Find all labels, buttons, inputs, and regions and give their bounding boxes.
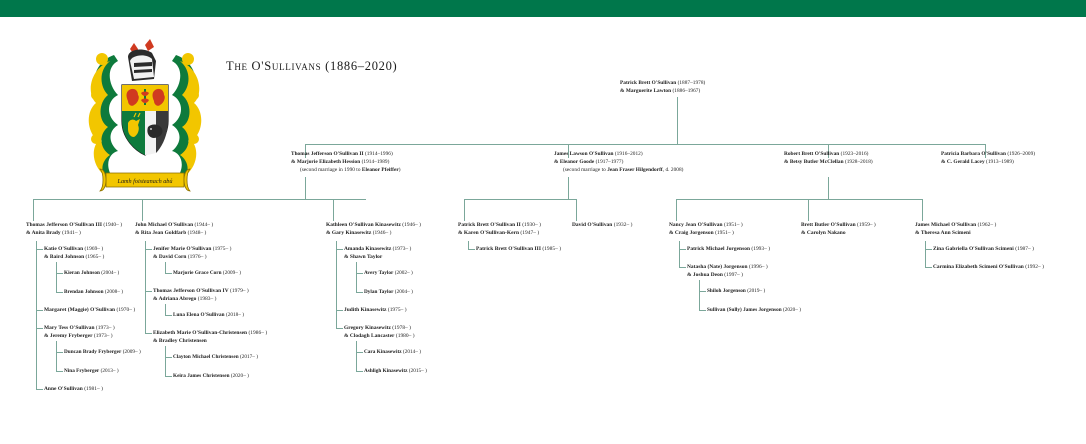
grandchild-shiloh-jorgenson-years: (2019– ) [747,288,766,294]
node-grandchild-kieran-johnson [64,269,119,277]
grandchild-keira-james-christensen-years: (2020– ) [230,373,249,379]
coat-of-arms-svg [84,35,206,200]
connector-james-bus [464,199,576,200]
node-child-patrick-brett-o-sullivan-iii [476,245,561,253]
node-child-judith-kinasewitz [344,306,407,314]
family-david-o-sullivan-head-years: (1932– ) [613,222,633,228]
child-katie-o-sullivan-spouse: & Baird Johnson [44,254,85,261]
child-katie-o-sullivan-spouse-years: (1965– ) [85,254,105,261]
node-grandchild-brendan-johnson [64,288,123,296]
node-family-head-james-michael-o-sullivan [915,221,996,237]
child-amanda-kinasewitz-years: (1973– ) [392,246,412,252]
gen2-1-note [554,166,683,174]
root-spouse: & Marguerite Lawton [620,88,672,95]
connector-grandchild-tick-marjorie-grace-corn [165,273,172,274]
child-katie-o-sullivan-years: (1969– ) [84,246,104,252]
root-name: Patrick Brett O'Sullivan [620,80,677,86]
connector-robert-drop-3 [922,199,923,221]
family-john-michael-o-sullivan-head-name: John Michael O'Sullivan [135,222,194,228]
node-grandchild-nina-fryberger [64,367,119,375]
grandchild-ashligh-kinasewitz-years: (2015– ) [408,368,427,374]
connector-child-tick-patrick-brett-o-sullivan-iii [468,249,475,250]
grandchild-ashligh-kinasewitz-name: Ashligh Kinasewitz [364,368,408,374]
child-katie-o-sullivan-name: Katie O'Sullivan [44,246,84,252]
connector-robert-drop-1 [676,199,677,221]
child-patrick-michael-jorgenson-name: Patrick Michael Jorgenson [687,246,750,252]
child-natasha-nate-jorgenson-spouse: & Joshua Deon [687,272,723,279]
gen2-1-note-bold: Jean Fraser Hilgendorff [607,167,663,174]
gen2-2-years: (1923–2016) [840,151,869,157]
node-child-elizabeth-marie-o-sullivan-christensen [153,329,267,345]
node-gen2-robert-brett-osullivan [784,150,873,166]
grandchild-luna-elena-o-sullivan-name: Luna Elena O'Sullivan [173,312,225,318]
connector-grandchild-tick-kieran-johnson [56,273,63,274]
node-child-jenifer-marie-o-sullivan [153,245,232,261]
root-years: (1887–1978) [677,80,706,86]
gen2-0-note-prefix: (second marriage in 1990 to [300,167,362,174]
connector-james-drop-2 [576,199,577,221]
child-patrick-brett-o-sullivan-iii-years: (1985– ) [542,246,562,252]
node-child-margaret-maggie-o-sullivan [44,306,135,314]
family-patrick-brett-o-sullivan-ii-head-name: Patrick Brett O'Sullivan II [458,222,521,228]
child-carmina-elizabeth-scimeni-o-sullivan-name: Carmina Elizabeth Scimeni O'Sullivan [933,264,1024,270]
child-elizabeth-marie-o-sullivan-christensen-spouse: & Bradley Christensen [153,338,207,345]
family-patrick-brett-o-sullivan-ii-spouse-name: & Karen O'Sullivan-Kern [458,230,520,237]
node-child-patrick-michael-jorgenson [687,245,770,253]
motto-text: Lamh foisteanach abú [117,178,173,185]
connector-thomasII-drop-2 [142,199,143,221]
connector-child-tick-patrick-michael-jorgenson [679,249,686,250]
family-thomas-jefferson-o-sullivan-iii-spouse-name: & Anita Brady [26,230,61,237]
grandchild-duncan-brady-fryberger-years: (2009– ) [122,349,141,355]
child-jenifer-marie-o-sullivan-name: Jenifer Marie O'Sullivan [153,246,212,252]
node-child-amanda-kinasewitz [344,245,411,261]
family-kathleen-o-sullivan-kinasewitz-spouse-name: & Gary Kinasewitz [326,230,372,237]
gen2-3-name: Patricia Barbara O'Sullivan [941,151,1006,157]
connector-child-tick-jenifer-marie-o-sullivan [145,249,152,250]
child-margaret-maggie-o-sullivan-years: (1970– ) [116,307,136,313]
connector-grandchild-tick-nina-fryberger [56,371,63,372]
family-brett-butler-o-sullivan-spouse-name: & Carolyn Nakano [801,230,846,237]
node-child-mary-tess-o-sullivan [44,324,115,340]
connector-robert-stem [828,177,829,199]
child-mary-tess-o-sullivan-spouse-years: (1973– ) [93,333,113,340]
child-thomas-jefferson-o-sullivan-iv-spouse: & Adriana Abrego [153,296,197,303]
connector-robert-drop-2 [808,199,809,221]
node-child-thomas-jefferson-o-sullivan-iv [153,287,249,303]
grandchild-avery-taylor-years: (2002– ) [394,270,413,276]
gen2-0-name: Thomas Jefferson O'Sullivan II [291,151,364,157]
node-child-zina-gabriella-o-sullivan-scimeni [933,245,1034,253]
child-natasha-nate-jorgenson-years: (1996– ) [748,264,768,270]
family-james-michael-o-sullivan-head-name: James Michael O'Sullivan [915,222,977,228]
gen2-1-note-suffix: , d. 2008) [662,167,684,174]
grandchild-duncan-brady-fryberger-name: Duncan Brady Fryberger [64,349,122,355]
child-carmina-elizabeth-scimeni-o-sullivan-years: (1992– ) [1025,264,1044,270]
grandchild-avery-taylor-name: Avery Taylor [364,270,394,276]
child-gregory-kinasewitz-name: Gregory Kinasewitz [344,325,391,331]
node-grandchild-luna-elena-o-sullivan [173,311,244,319]
connector-child-tick-mary-tess-o-sullivan [36,328,43,329]
child-gregory-kinasewitz-spouse-years: (1980– ) [395,333,415,340]
connector-grandchild-rail-mary-tess-o-sullivan [56,341,57,371]
connector-child-rail-james-michael-o-sullivan [925,241,926,267]
family-patrick-brett-o-sullivan-ii-head-years: (1930– ) [522,222,541,228]
child-jenifer-marie-o-sullivan-years: (1975– ) [212,246,232,252]
family-crest [84,35,206,200]
family-tree-canvas [0,17,1086,444]
connector-child-tick-gregory-kinasewitz [336,328,343,329]
grandchild-sullivan-sully-james-jorgenson-name: Sullivan (Sully) James Jorgenson [707,307,782,313]
connector-james-stem [568,177,569,199]
family-john-michael-o-sullivan-spouse-name: & Rita Jean Goldfarb [135,230,187,237]
connector-thomasII-drop-1 [33,199,34,221]
connector-child-tick-amanda-kinasewitz [336,249,343,250]
root-spouse-years: (1886–1967) [672,88,701,95]
connector-grandchild-rail-natasha-nate-jorgenson [699,280,700,310]
connector-grandchild-tick-keira-james-christensen [165,376,172,377]
node-gen2-thomas-jefferson-osullivan-ii [291,150,401,175]
node-grandchild-dylan-taylor [364,288,413,296]
page-title: The O'Sullivans (1886–2020) [226,59,398,73]
child-mary-tess-o-sullivan-name: Mary Tess O'Sullivan [44,325,95,331]
gen2-1-note-prefix: (second marriage to [563,167,608,174]
child-natasha-nate-jorgenson-spouse-years: (1997– ) [724,272,744,279]
grandchild-shiloh-jorgenson-name: Shiloh Jorgenson [707,288,746,294]
node-family-head-kathleen-o-sullivan-kinasewitz [326,221,421,237]
grandchild-marjorie-grace-corn-years: (2009– ) [222,270,241,276]
connector-child-rail-john-michael-o-sullivan [145,241,146,333]
connector-grandchild-tick-duncan-brady-fryberger [56,352,63,353]
node-family-head-brett-butler-o-sullivan [801,221,876,237]
grandchild-kieran-johnson-name: Kieran Johnson [64,270,100,276]
gen2-2-name: Robert Brett O'Sullivan [784,151,840,157]
child-gregory-kinasewitz-spouse: & Clodagh Lancaster [344,333,395,340]
child-anne-o-sullivan-years: (1981– ) [84,386,103,392]
gen2-0-spouse: & Marjorie Elizabeth Hession [291,159,361,166]
child-margaret-maggie-o-sullivan-name: Margaret (Maggie) O'Sullivan [44,307,116,313]
gen2-1-years: (1916–2012) [614,151,643,157]
connector-grandchild-rail-amanda-kinasewitz [356,262,357,292]
child-zina-gabriella-o-sullivan-scimeni-years: (1987– ) [1015,246,1034,252]
header-bar [0,0,1086,17]
family-david-o-sullivan-head-name: David O'Sullivan [572,222,613,228]
family-james-michael-o-sullivan-spouse-name: & Theresa Ann Scimeni [915,230,971,237]
grandchild-clayton-michael-christensen-name: Clayton Michael Christensen [173,354,239,360]
gen2-0-note-bold: Eleanor Pfeiffer [361,167,399,174]
connector-gen2-bus [305,144,985,145]
connector-child-tick-zina-gabriella-o-sullivan-scimeni [925,249,932,250]
node-child-katie-o-sullivan [44,245,104,261]
connector-child-tick-katie-o-sullivan [36,249,43,250]
grandchild-sullivan-sully-james-jorgenson-years: (2020– ) [782,307,802,313]
child-judith-kinasewitz-years: (1975– ) [387,307,407,313]
child-thomas-jefferson-o-sullivan-iv-name: Thomas Jefferson O'Sullivan IV [153,288,229,294]
family-nancy-jean-o-sullivan-spouse-name: & Craig Jorgenson [669,230,714,237]
child-gregory-kinasewitz-years: (1978– ) [392,325,412,331]
grandchild-dylan-taylor-name: Dylan Taylor [364,289,394,295]
node-root [620,79,705,95]
family-john-michael-o-sullivan-head-years: (1944– ) [194,222,214,228]
connector-grandchild-tick-ashligh-kinasewitz [356,371,363,372]
connector-grandchild-rail-elizabeth-marie-o-sullivan-christensen [165,346,166,376]
node-grandchild-clayton-michael-christensen [173,353,258,361]
connector-grandchild-tick-brendan-johnson [56,292,63,293]
connector-child-rail-thomas-jefferson-o-sullivan-iii [36,241,37,389]
child-zina-gabriella-o-sullivan-scimeni-name: Zina Gabriella O'Sullivan Scimeni [933,246,1014,252]
node-child-natasha-nate-jorgenson [687,263,768,279]
grandchild-marjorie-grace-corn-name: Marjorie Grace Corn [173,270,222,276]
node-grandchild-duncan-brady-fryberger [64,348,141,356]
child-mary-tess-o-sullivan-spouse: & Jeremy Fryberger [44,333,93,340]
motto-scroll [100,169,190,191]
connector-james-drop-1 [464,199,465,221]
connector-grandchild-tick-avery-taylor [356,273,363,274]
family-kathleen-o-sullivan-kinasewitz-head-name: Kathleen O'Sullivan Kinasewitz [326,222,401,228]
connector-grandchild-tick-sullivan-sully-james-jorgenson [699,310,706,311]
node-grandchild-shiloh-jorgenson [707,287,765,295]
connector-thomasII-bus [33,199,366,200]
node-child-gregory-kinasewitz [344,324,415,340]
connector-grandchild-tick-clayton-michael-christensen [165,357,172,358]
grandchild-luna-elena-o-sullivan-years: (2018– ) [225,312,244,318]
family-nancy-jean-o-sullivan-spouse-years: (1951– ) [715,230,734,237]
grandchild-clayton-michael-christensen-years: (2017– ) [239,354,259,360]
gen2-3-spouse: & C. Gerald Lacey [941,159,985,166]
connector-child-tick-margaret-maggie-o-sullivan [36,310,43,311]
grandchild-cara-kinasewitz-years: (2014– ) [402,349,422,355]
connector-grandchild-tick-dylan-taylor [356,292,363,293]
node-grandchild-avery-taylor [364,269,413,277]
connector-child-tick-natasha-nate-jorgenson [679,267,686,268]
gen2-0-spouse-years: (1914–1989) [361,159,390,166]
node-gen2-patricia-barbara-osullivan [941,150,1035,166]
connector-grandchild-rail-gregory-kinasewitz [356,341,357,371]
child-mary-tess-o-sullivan-years: (1973– ) [95,325,115,331]
connector-robert-bus [676,199,922,200]
connector-grandchild-tick-luna-elena-o-sullivan [165,315,172,316]
grandchild-keira-james-christensen-name: Keira James Christensen [173,373,230,379]
family-nancy-jean-o-sullivan-head-name: Nancy Jean O'Sullivan [669,222,723,228]
node-family-head-john-michael-o-sullivan [135,221,213,237]
connector-thomasII-stem [305,177,306,199]
connector-thomasII-drop-3 [333,199,334,221]
node-family-head-patrick-brett-o-sullivan-ii [458,221,541,237]
grandchild-brendan-johnson-years: (2008– ) [104,289,123,295]
gen2-1-name: James Lawson O'Sullivan [554,151,614,157]
connector-child-tick-anne-o-sullivan [36,389,43,390]
child-natasha-nate-jorgenson-name: Natasha (Nate) Jorgenson [687,264,748,270]
grandchild-cara-kinasewitz-name: Cara Kinasewitz [364,349,402,355]
family-james-michael-o-sullivan-head-years: (1962– ) [977,222,997,228]
child-elizabeth-marie-o-sullivan-christensen-name: Elizabeth Marie O'Sullivan-Christensen [153,330,248,336]
child-amanda-kinasewitz-spouse: & Shawn Taylor [344,254,383,261]
connector-grandchild-tick-cara-kinasewitz [356,352,363,353]
node-grandchild-cara-kinasewitz [364,348,421,356]
family-nancy-jean-o-sullivan-head-years: (1951– ) [723,222,743,228]
child-jenifer-marie-o-sullivan-spouse: & David Corn [153,254,187,261]
connector-child-rail-kathleen-o-sullivan-kinasewitz [336,241,337,328]
family-kathleen-o-sullivan-kinasewitz-head-years: (1946– ) [402,222,422,228]
gen2-3-years: (1926–2009) [1007,151,1036,157]
child-anne-o-sullivan-name: Anne O'Sullivan [44,386,83,392]
node-grandchild-sullivan-sully-james-jorgenson [707,306,801,314]
gen2-0-note [291,166,401,174]
child-amanda-kinasewitz-name: Amanda Kinasewitz [344,246,392,252]
gen2-1-spouse-years: (1917–1977) [595,159,624,166]
connector-child-tick-judith-kinasewitz [336,310,343,311]
grandchild-dylan-taylor-years: (2004– ) [394,289,413,295]
gen2-0-note-suffix: ) [398,167,401,174]
grandchild-nina-fryberger-years: (2013– ) [100,368,119,374]
connector-grandchild-rail-thomas-jefferson-o-sullivan-iv [165,304,166,315]
family-thomas-jefferson-o-sullivan-iii-head-name: Thomas Jefferson O'Sullivan III [26,222,102,228]
gen2-2-spouse-years: (1928–2018) [844,159,873,166]
family-kathleen-o-sullivan-kinasewitz-spouse-years: (1946– ) [372,230,392,237]
family-john-michael-o-sullivan-spouse-years: (1948– ) [187,230,207,237]
gen2-2-spouse: & Betsy Butler McClellan [784,159,844,166]
gen2-0-years: (1914–1996) [364,151,393,157]
connector-child-rail-nancy-jean-o-sullivan [679,241,680,267]
node-grandchild-marjorie-grace-corn [173,269,241,277]
connector-child-tick-elizabeth-marie-o-sullivan-christensen [145,333,152,334]
node-grandchild-keira-james-christensen [173,372,249,380]
grandchild-brendan-johnson-name: Brendan Johnson [64,289,104,295]
node-child-carmina-elizabeth-scimeni-o-sullivan [933,263,1044,271]
child-jenifer-marie-o-sullivan-spouse-years: (1976– ) [187,254,207,261]
connector-child-tick-carmina-elizabeth-scimeni-o-sullivan [925,267,932,268]
connector-grandchild-tick-shiloh-jorgenson [699,291,706,292]
gen2-1-spouse: & Eleanor Goode [554,159,595,166]
child-judith-kinasewitz-name: Judith Kinasewitz [344,307,387,313]
child-patrick-brett-o-sullivan-iii-name: Patrick Brett O'Sullivan III [476,246,541,252]
connector-grandchild-rail-jenifer-marie-o-sullivan [165,262,166,273]
child-thomas-jefferson-o-sullivan-iv-years: (1979– ) [230,288,249,294]
connector-grandchild-rail-katie-o-sullivan [56,262,57,292]
node-gen2-james-lawson-osullivan [554,150,683,175]
family-patrick-brett-o-sullivan-ii-spouse-years: (1947– ) [520,230,540,237]
connector-child-tick-thomas-jefferson-o-sullivan-iv [145,291,152,292]
node-family-head-david-o-sullivan [572,221,632,229]
child-thomas-jefferson-o-sullivan-iv-spouse-years: (1983– ) [197,296,217,303]
family-brett-butler-o-sullivan-head-name: Brett Butler O'Sullivan [801,222,856,228]
connector-child-rail-patrick-brett-o-sullivan-ii [468,241,469,249]
node-child-anne-o-sullivan [44,385,103,393]
connector-root-stem [677,97,678,144]
family-brett-butler-o-sullivan-head-years: (1959– ) [857,222,876,228]
family-thomas-jefferson-o-sullivan-iii-spouse-years: (1941– ) [62,230,81,237]
grandchild-kieran-johnson-years: (2004– ) [101,270,120,276]
grandchild-nina-fryberger-name: Nina Fryberger [64,368,100,374]
child-patrick-michael-jorgenson-years: (1993– ) [751,246,771,252]
node-grandchild-ashligh-kinasewitz [364,367,427,375]
family-thomas-jefferson-o-sullivan-iii-head-years: (1940– ) [103,222,123,228]
child-elizabeth-marie-o-sullivan-christensen-years: (1986– ) [248,330,268,336]
node-family-head-nancy-jean-o-sullivan [669,221,743,237]
node-family-head-thomas-jefferson-o-sullivan-iii [26,221,122,237]
gen2-3-spouse-years: (1913–1989) [986,159,1014,166]
